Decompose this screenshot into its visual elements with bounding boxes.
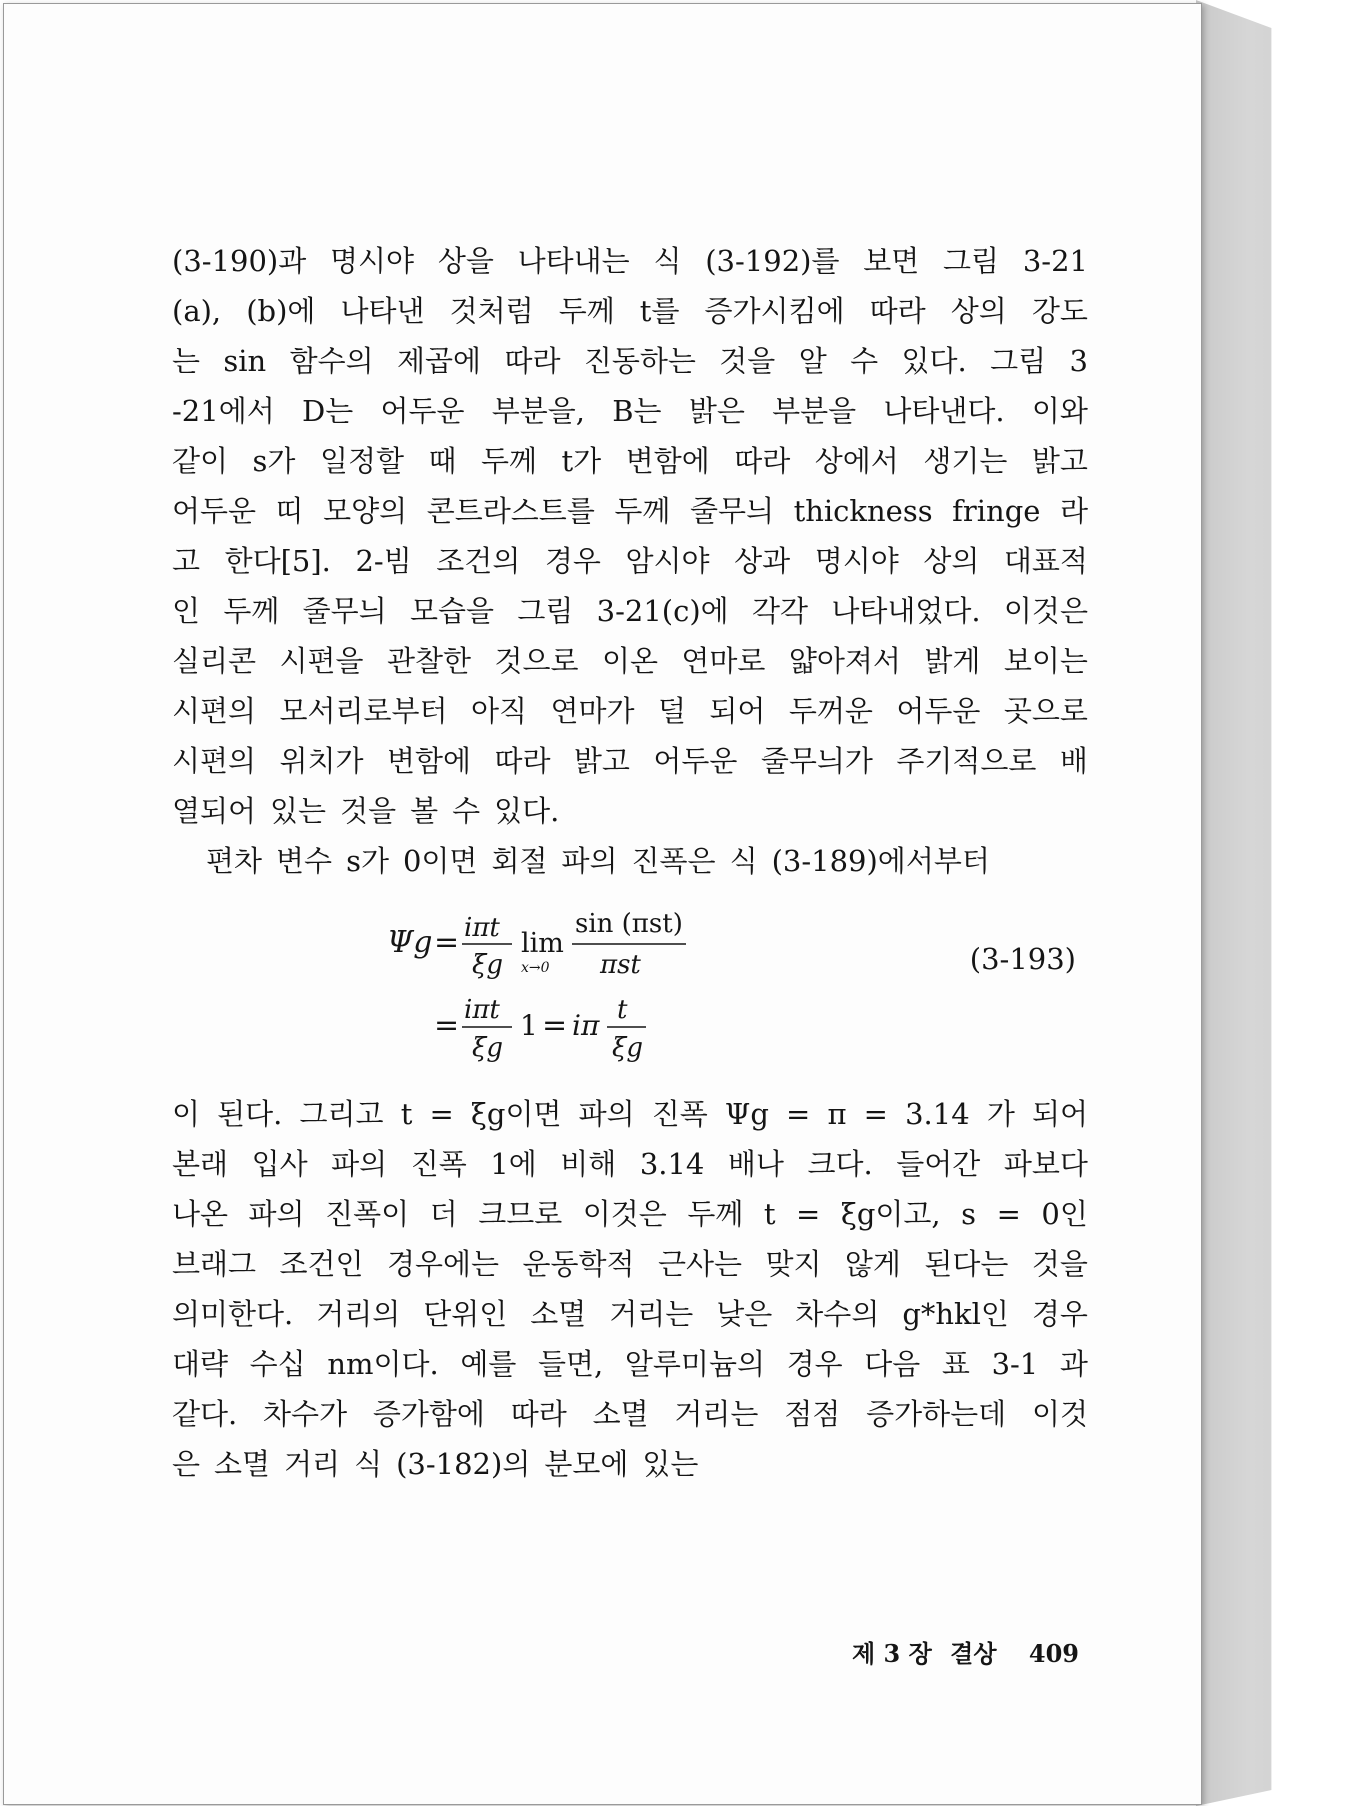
text-line: 는 sin 함수의 제곱에 따라 진동하는 것을 알 수 있다. 그림 3 bbox=[172, 344, 1088, 378]
text-line: 실리콘 시편을 관찰한 것으로 이온 연마로 얇아져서 밝게 보이는 bbox=[172, 644, 1088, 678]
page-number: 409 bbox=[1028, 1639, 1079, 1668]
text-line: 시편의 위치가 변함에 따라 밝고 어두운 줄무늬가 주기적으로 배 bbox=[172, 744, 1088, 778]
eq-one: 1 bbox=[520, 1009, 538, 1042]
eq-frac4-den: ξg bbox=[612, 1033, 643, 1063]
page-footer bbox=[852, 1634, 1089, 1669]
text-line: 본래 입사 파의 진폭 1에 비해 3.14 배나 크다. 들어간 파보다 bbox=[172, 1147, 1088, 1181]
text-line: -21에서 D는 어두운 부분을, B는 밝은 부분을 나타낸다. 이와 bbox=[172, 394, 1088, 428]
equation-graphic bbox=[172, 890, 1088, 1065]
equation-number: (3-193) bbox=[969, 942, 1076, 976]
text-line: 대략 수십 nm이다. 예를 들면, 알루미늄의 경우 다음 표 3-1 과 bbox=[172, 1347, 1088, 1381]
eq-frac2-num: sin (πst) bbox=[575, 909, 683, 939]
text-line: 브래그 조건인 경우에는 운동학적 근사는 맞지 않게 된다는 것을 bbox=[172, 1247, 1088, 1281]
body-text-upper bbox=[172, 236, 1088, 1073]
eq-frac2-den: πst bbox=[600, 950, 641, 980]
text-line: 고 한다[5]. 2-빔 조건의 경우 암시야 상과 명시야 상의 대표적 bbox=[172, 544, 1088, 578]
text-line: 어두운 띠 모양의 콘트라스트를 두께 줄무늬 thickness fringe 라 bbox=[172, 494, 1088, 528]
text-line: 인 두께 줄무늬 모습을 그림 3-21(c)에 각각 나타내었다. 이것은 bbox=[172, 594, 1088, 628]
paragraph-1 bbox=[172, 236, 1088, 836]
text-line: 열되어 있는 것을 볼 수 있다. bbox=[172, 794, 560, 828]
text-line: 같다. 차수가 증가함에 따라 소멸 거리는 점점 증가하는데 이것 bbox=[172, 1397, 1088, 1431]
footer-section: 결상 bbox=[950, 1639, 997, 1668]
text-line: 나온 파의 진폭이 더 크므로 이것은 두께 t = ξg이고, s = 0인 bbox=[172, 1197, 1088, 1231]
eq-frac3-den: ξg bbox=[472, 1033, 503, 1063]
text-line: (3-190)과 명시야 상을 나타내는 식 (3-192)를 보면 그림 3-21 bbox=[172, 244, 1088, 278]
paragraph-3 bbox=[172, 1089, 1088, 1489]
eq-lhs: Ψg bbox=[387, 925, 433, 960]
body-text-lower bbox=[172, 1089, 1088, 1489]
eq-equals-2: = bbox=[434, 1008, 460, 1043]
text-line: 같이 s가 일정할 때 두께 t가 변함에 따라 상에서 생기는 밝고 bbox=[172, 444, 1088, 478]
text-line: 은 소멸 거리 식 (3-182)의 분모에 있는 bbox=[172, 1447, 699, 1481]
book-spine bbox=[1196, 0, 1326, 1806]
eq-lim: lim bbox=[521, 928, 564, 959]
eq-frac1-den: ξg bbox=[472, 950, 503, 980]
text-line: 이 된다. 그리고 t = ξg이면 파의 진폭 Ψg = π = 3.14 가 되어 bbox=[172, 1097, 1088, 1131]
text-line: 시편의 모서리로부터 아직 연마가 덜 되어 두꺼운 어두운 곳으로 bbox=[172, 694, 1088, 728]
eq-ipi: iπ bbox=[572, 1009, 600, 1042]
text-line: 의미한다. 거리의 단위인 소멸 거리는 낮은 차수의 g*hkl인 경우 bbox=[172, 1297, 1088, 1331]
book-page bbox=[3, 3, 1202, 1805]
eq-equals-1: = bbox=[434, 925, 460, 960]
eq-frac3-num: iπt bbox=[464, 995, 500, 1025]
equation-3-193 bbox=[172, 890, 1088, 1065]
eq-equals-3: = bbox=[542, 1008, 568, 1043]
text-line: (a), (b)에 나타낸 것처럼 두께 t를 증가시킴에 따라 상의 강도 bbox=[172, 294, 1088, 328]
eq-frac4-num: t bbox=[617, 995, 628, 1025]
eq-lim-sub: x→0 bbox=[521, 960, 550, 976]
footer-chapter: 제 3 장 bbox=[852, 1639, 932, 1668]
eq-frac1-num: iπt bbox=[464, 913, 500, 943]
paragraph-2: 편차 변수 s가 0이면 회절 파의 진폭은 식 (3-189)에서부터 bbox=[206, 844, 990, 878]
